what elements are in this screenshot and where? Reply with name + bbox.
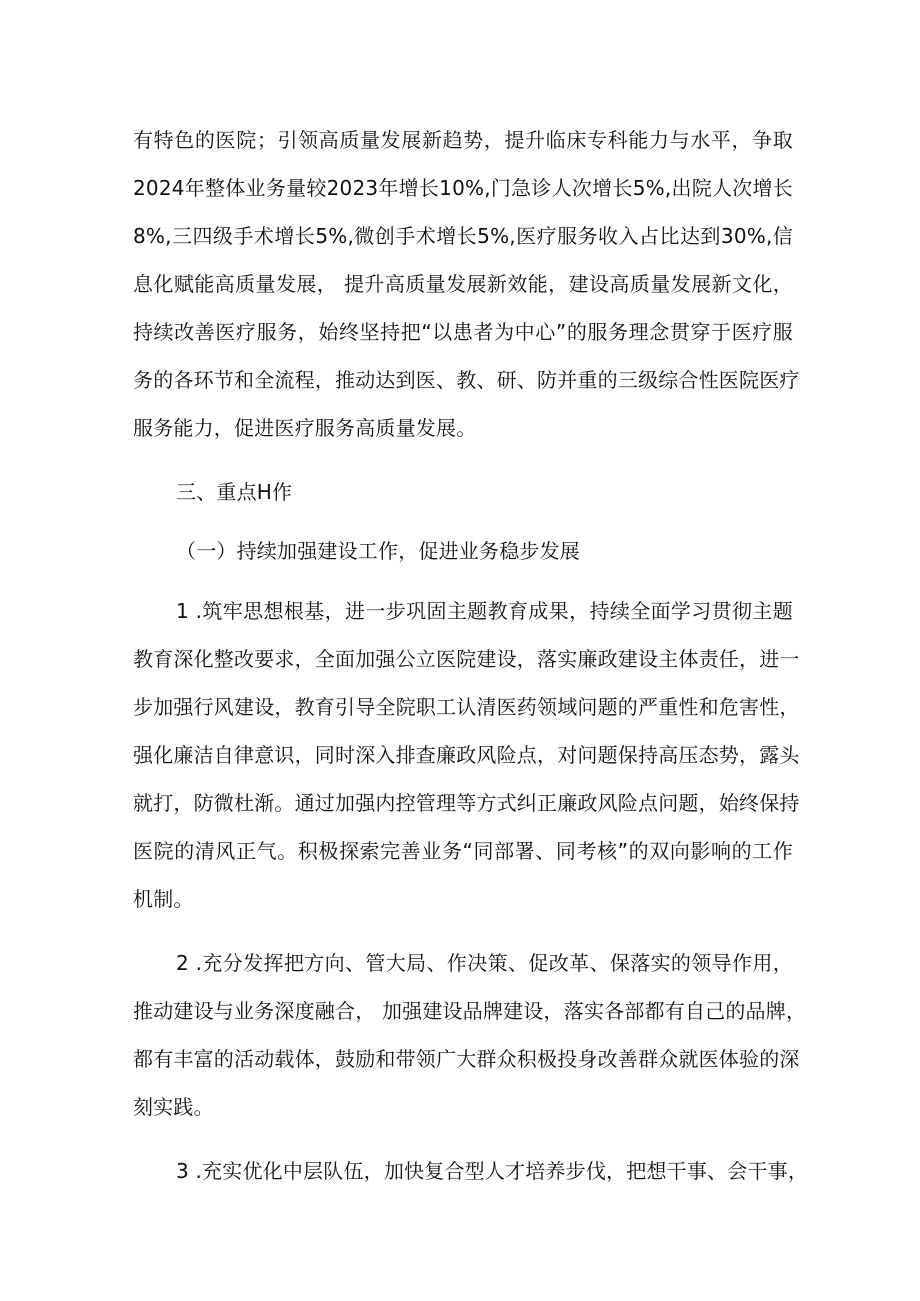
paragraph-line: 教育深化整改要求，全面加强公立医院建设，落实廉政建设主体责任，进一 (133, 647, 800, 671)
paragraph-line: 都有丰富的活动载体，鼓励和带领广大群众积极投身改善群众就医体验的深 (133, 1047, 800, 1071)
paragraph-line: 服务能力，促进医疗服务高质量发展。 (133, 416, 477, 440)
paragraph-line: 推动建设与业务深度融合， 加强建设品牌建设，落实各部都有自己的品牌， (133, 999, 807, 1023)
subsection-heading: （一）持续加强建设工作，促进业务稳步发展 (176, 539, 580, 563)
paragraph-line: 2 .充分发挥把方向、管大局、作决策、促改革、保落实的领导作用， (176, 951, 793, 975)
paragraph-line: 2024年整体业务量较2023年增长10%,门急诊人次增长5%,出院人次增长 (133, 176, 793, 200)
paragraph-line: 有特色的医院；引领高质量发展新趋势，提升临床专科能力与水平，争取 (133, 128, 793, 152)
paragraph-line: 8%,三四级手术增长5%,微创手术增长5%,医疗服务收入占比达到30%,信 (133, 224, 793, 248)
paragraph-line: 刻实践。 (133, 1095, 214, 1119)
paragraph-line: 就打，防微杜渐。通过加强内控管理等方式纠正廉政风险点问题，始终保持 (133, 791, 800, 815)
paragraph-line: 医院的清风正气。积极探索完善业务“同部署、同考核”的双向影响的工作 (133, 839, 793, 863)
paragraph-line: 步加强行风建设，教育引导全院职工认清医药领域问题的严重性和危害性， (133, 695, 800, 719)
section-heading: 三、重点H作 (176, 480, 293, 504)
paragraph-line: 持续改善医疗服务，始终坚持把“以患者为中心”的服务理念贯穿于医疗服 (133, 320, 793, 344)
paragraph-line: 3 .充实优化中层队伍，加快复合型人才培养步伐，把想干事、会干事， (176, 1159, 809, 1183)
paragraph-line: 机制。 (133, 887, 194, 911)
paragraph-line: 务的各环节和全流程，推动达到医、教、研、防并重的三级综合性医院医疗 (133, 368, 800, 392)
paragraph-line: 息化赋能高质量发展， 提升高质量发展新效能，建设高质量发展新文化， (133, 272, 793, 296)
paragraph-line: 1 .筑牢思想根基，进一步巩固主题教育成果，持续全面学习贯彻主题 (176, 599, 793, 623)
paragraph-line: 强化廉洁自律意识，同时深入排查廉政风险点，对问题保持高压态势，露头 (133, 743, 800, 767)
